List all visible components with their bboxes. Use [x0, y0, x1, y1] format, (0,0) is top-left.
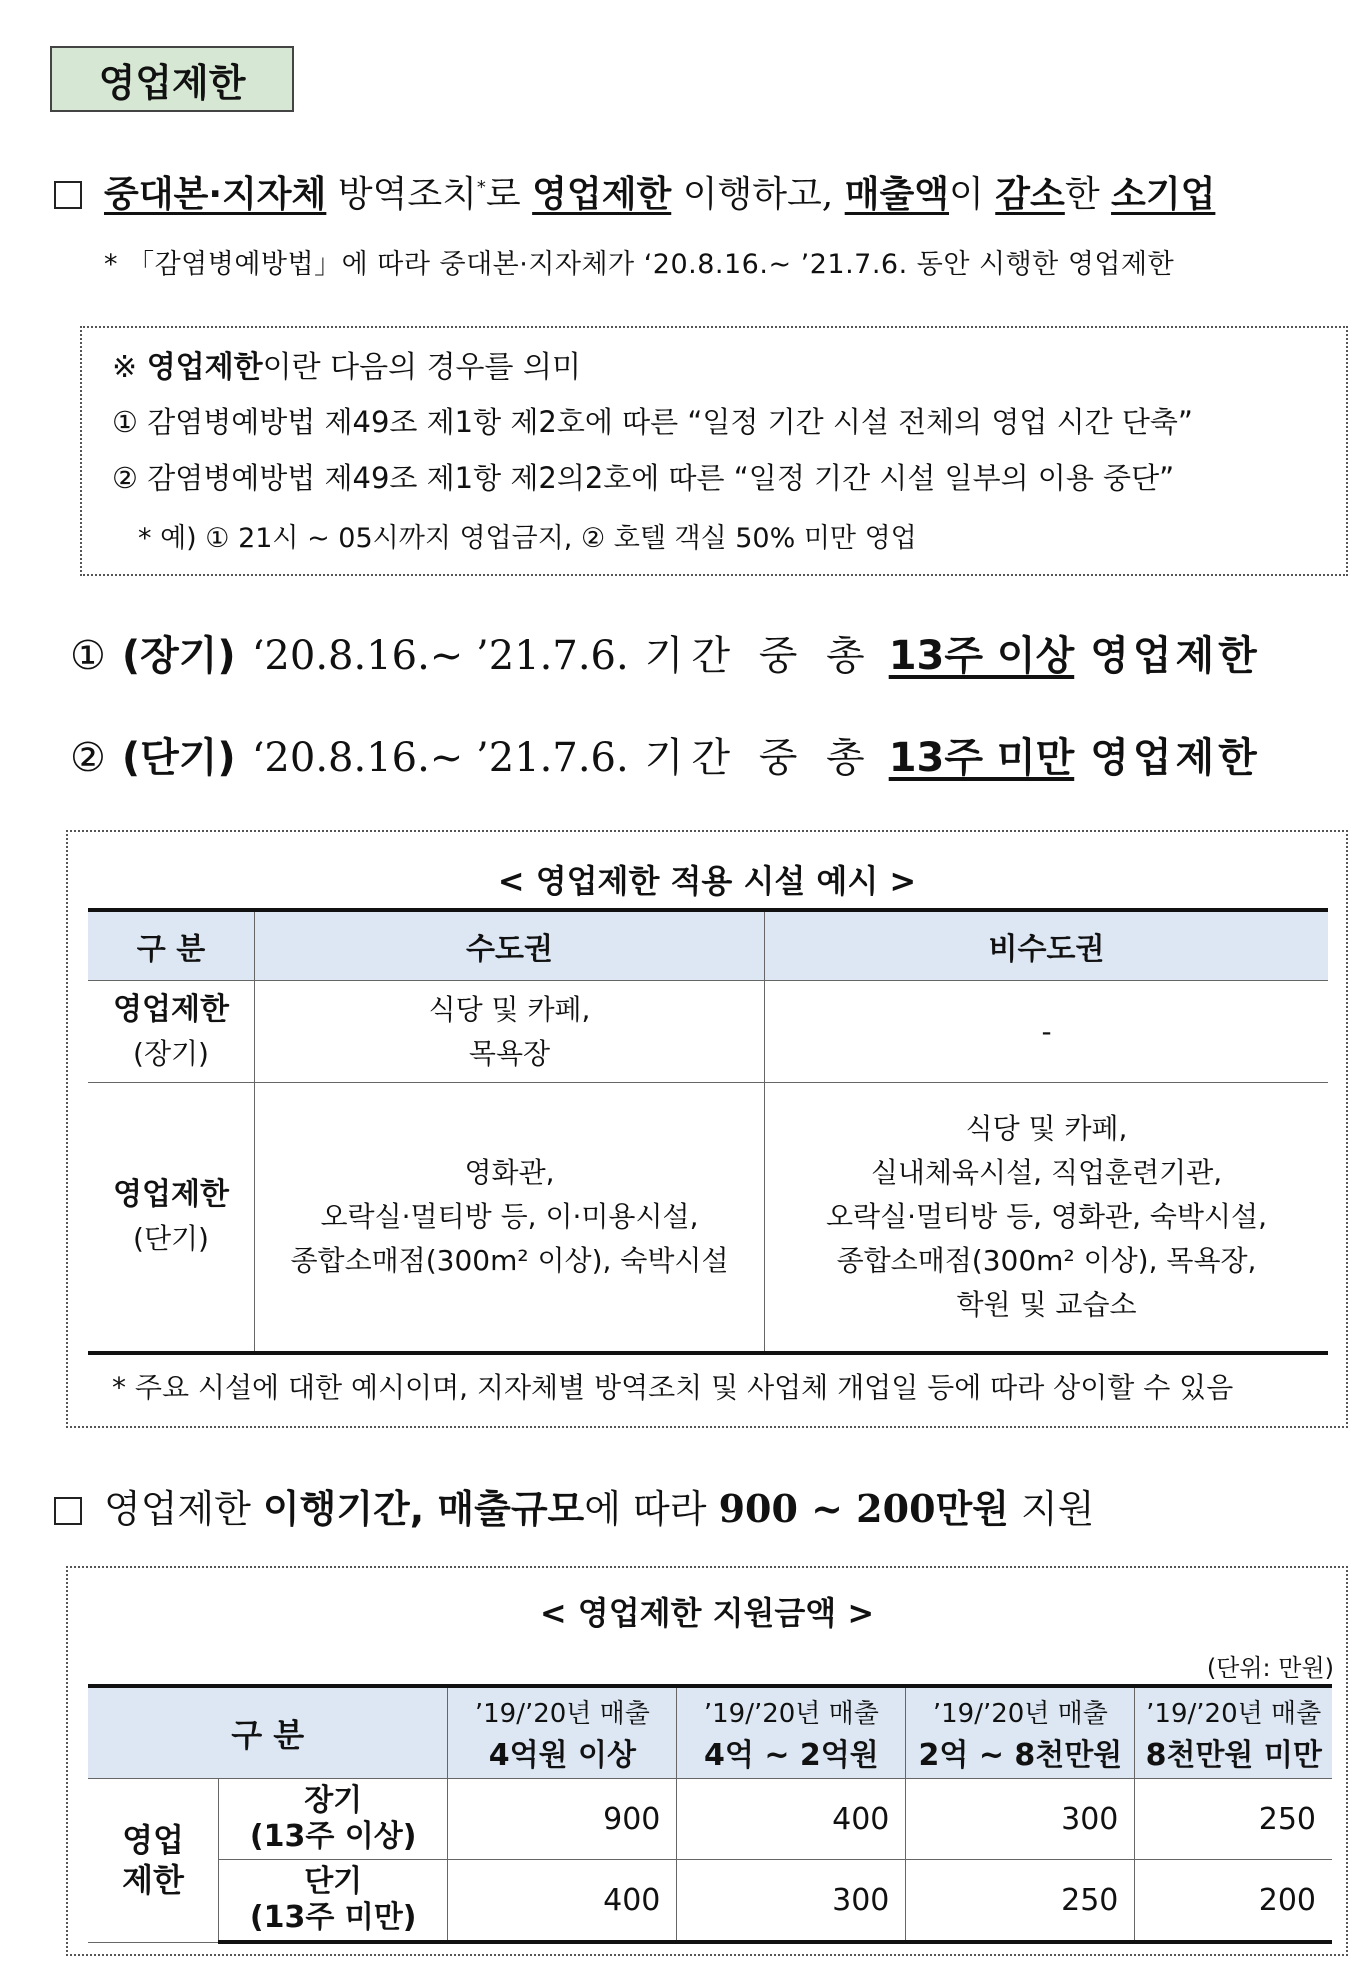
support-amount-box	[66, 1566, 1348, 1956]
table-row	[88, 1860, 1332, 1943]
table-row	[88, 1083, 1328, 1353]
heading-part: 중대본·지자체	[104, 174, 327, 215]
support-heading	[54, 1478, 1094, 1533]
facility-example-box	[66, 830, 1348, 1428]
column-header-line: ’19/’20년 매출	[1146, 1698, 1322, 1729]
period-text: 기간 중 총	[644, 735, 873, 781]
table-row	[88, 1779, 1332, 1860]
column-header-line: 4억 ~ 2억원	[704, 1737, 879, 1773]
period-weeks: 13주 이상	[888, 633, 1075, 679]
unit-label: (단위: 만원)	[1206, 1654, 1334, 1682]
period-short	[70, 726, 1261, 783]
footnote-marker: *	[476, 177, 486, 198]
facility-table-title: < 영업제한 적용 시설 예시 >	[497, 862, 917, 900]
definition-example: * 예) ① 21시 ~ 05시까지 영업금지, ② 호텔 객실 50% 미만 영업	[138, 523, 917, 554]
definition-text: 이란 다음의 경우를 의미	[262, 350, 582, 385]
row-sublabel: (13주 이상)	[249, 1819, 417, 1854]
amount-cell: 200	[1135, 1860, 1332, 1943]
table-header-row	[88, 1686, 1332, 1779]
column-header	[677, 1686, 906, 1779]
group-label-line: 제한	[122, 1861, 184, 1900]
period-type: (단기)	[121, 735, 236, 781]
column-header	[1135, 1686, 1332, 1779]
cell-line: 식당 및 카페,	[428, 992, 591, 1026]
metro-cell	[255, 981, 765, 1083]
footnote: * 「감염병예방법」에 따라 중대본·지자체가 ‘20.8.16.~ ’21.7.6. 동안 시행한 영업제한	[104, 249, 1175, 280]
heading-part: 지원	[1008, 1487, 1095, 1531]
row-header	[219, 1779, 448, 1860]
heading-part: 이	[949, 174, 996, 215]
checkbox-square-icon	[54, 181, 82, 209]
column-header: 수도권	[255, 910, 765, 981]
cell-line: 실내체육시설, 직업훈련기관,	[870, 1155, 1223, 1189]
reference-mark: ※	[112, 350, 147, 385]
cell-line: 종합소매점(300m² 이상), 목욕장,	[836, 1243, 1257, 1277]
row-header	[219, 1860, 448, 1943]
checkbox-square-icon	[54, 1497, 82, 1525]
column-header: 비수도권	[765, 910, 1329, 981]
row-sublabel: (장기)	[133, 1036, 209, 1070]
cell-line: 학원 및 교습소	[956, 1287, 1137, 1321]
column-header: 구 분	[88, 910, 255, 981]
period-number: ②	[70, 735, 106, 781]
cell-line: 종합소매점(300m² 이상), 숙박시설	[290, 1243, 729, 1277]
amount-cell: 250	[906, 1860, 1135, 1943]
cell-line: 오락실·멀티방 등, 이·미용시설,	[320, 1199, 699, 1233]
heading-part: 영업제한	[532, 174, 672, 215]
column-header-line: ’19/’20년 매출	[703, 1698, 879, 1729]
table-header-row	[88, 910, 1328, 981]
column-header-line: 2억 ~ 8천만원	[918, 1737, 1123, 1773]
eligibility-heading	[54, 166, 1215, 217]
amount-cell: 400	[448, 1860, 677, 1943]
row-header	[88, 981, 255, 1083]
heading-part: 에 따라	[584, 1487, 719, 1531]
cell-line: 영화관,	[464, 1155, 555, 1189]
cell-line: -	[1041, 1014, 1052, 1048]
heading-part: 감소	[995, 174, 1065, 215]
nonmetro-cell	[765, 1083, 1329, 1353]
definition-box	[80, 326, 1348, 576]
definition-term: 영업제한	[146, 350, 263, 385]
row-label: 단기	[304, 1864, 363, 1899]
column-header-line: 4억원 이상	[488, 1737, 637, 1773]
period-range: ‘20.8.16.~ ’21.7.6.	[251, 633, 629, 679]
column-header	[906, 1686, 1135, 1779]
group-label-line: 영업	[122, 1821, 184, 1860]
cell-line: 식당 및 카페,	[965, 1111, 1128, 1145]
period-type: (장기)	[121, 633, 236, 679]
facility-table-note: * 주요 시설에 대한 예시이며, 지자체별 방역조치 및 사업체 개업일 등에 따라 상이할 수 있음	[112, 1371, 1234, 1404]
row-header	[88, 1083, 255, 1353]
amount-cell: 300	[906, 1779, 1135, 1860]
heading-part: 한	[1064, 174, 1112, 215]
table-row	[88, 981, 1328, 1083]
support-table	[88, 1684, 1332, 1944]
period-long	[70, 624, 1261, 681]
section-title: 영업제한	[50, 46, 294, 112]
period-range: ‘20.8.16.~ ’21.7.6.	[251, 735, 629, 781]
heading-part: 영업제한	[104, 1487, 263, 1531]
heading-part: 방역조치	[326, 174, 477, 215]
group-header	[88, 1779, 219, 1943]
period-number: ①	[70, 633, 106, 679]
support-table-title: < 영업제한 지원금액 >	[539, 1594, 875, 1632]
column-header-line: 8천만원 미만	[1145, 1737, 1322, 1773]
heading-part: 소기업	[1111, 174, 1216, 215]
heading-part: 이행하고,	[671, 174, 845, 215]
period-text: 기간 중 총	[644, 633, 873, 679]
definition-item-1: ① 감염병예방법 제49조 제1항 제2호에 따른 “일정 기간 시설 전체의 영업 시간 단축”	[112, 405, 1193, 439]
metro-cell	[255, 1083, 765, 1353]
column-header-line: ’19/’20년 매출	[932, 1698, 1108, 1729]
nonmetro-cell	[765, 981, 1329, 1083]
row-label: 영업제한	[113, 1176, 229, 1212]
column-header	[448, 1686, 677, 1779]
amount-cell: 400	[677, 1779, 906, 1860]
definition-intro	[112, 342, 581, 386]
heading-part: 매출액	[844, 174, 950, 215]
amount-cell: 300	[677, 1860, 906, 1943]
definition-item-2: ② 감염병예방법 제49조 제1항 제2의2호에 따른 “일정 기간 시설 일부의 이용 중단”	[112, 461, 1175, 495]
row-sublabel: (단기)	[133, 1221, 209, 1255]
heading-part: 900 ~ 200만원	[718, 1486, 1009, 1531]
corner-header: 구 분	[88, 1686, 448, 1779]
period-weeks: 13주 미만	[888, 735, 1075, 781]
cell-line: 목욕장	[468, 1036, 551, 1070]
row-sublabel: (13주 미만)	[249, 1900, 417, 1935]
row-label: 장기	[304, 1783, 363, 1818]
period-text: 영업제한	[1090, 735, 1261, 781]
amount-cell: 250	[1135, 1779, 1332, 1860]
row-label: 영업제한	[113, 991, 229, 1027]
column-header-line: ’19/’20년 매출	[474, 1698, 650, 1729]
cell-line: 오락실·멀티방 등, 영화관, 숙박시설,	[826, 1199, 1267, 1233]
heading-part: 로	[485, 174, 533, 215]
amount-cell: 900	[448, 1779, 677, 1860]
period-text: 영업제한	[1090, 633, 1261, 679]
heading-part: 이행기간, 매출규모	[262, 1487, 585, 1531]
facility-table	[88, 908, 1328, 1355]
